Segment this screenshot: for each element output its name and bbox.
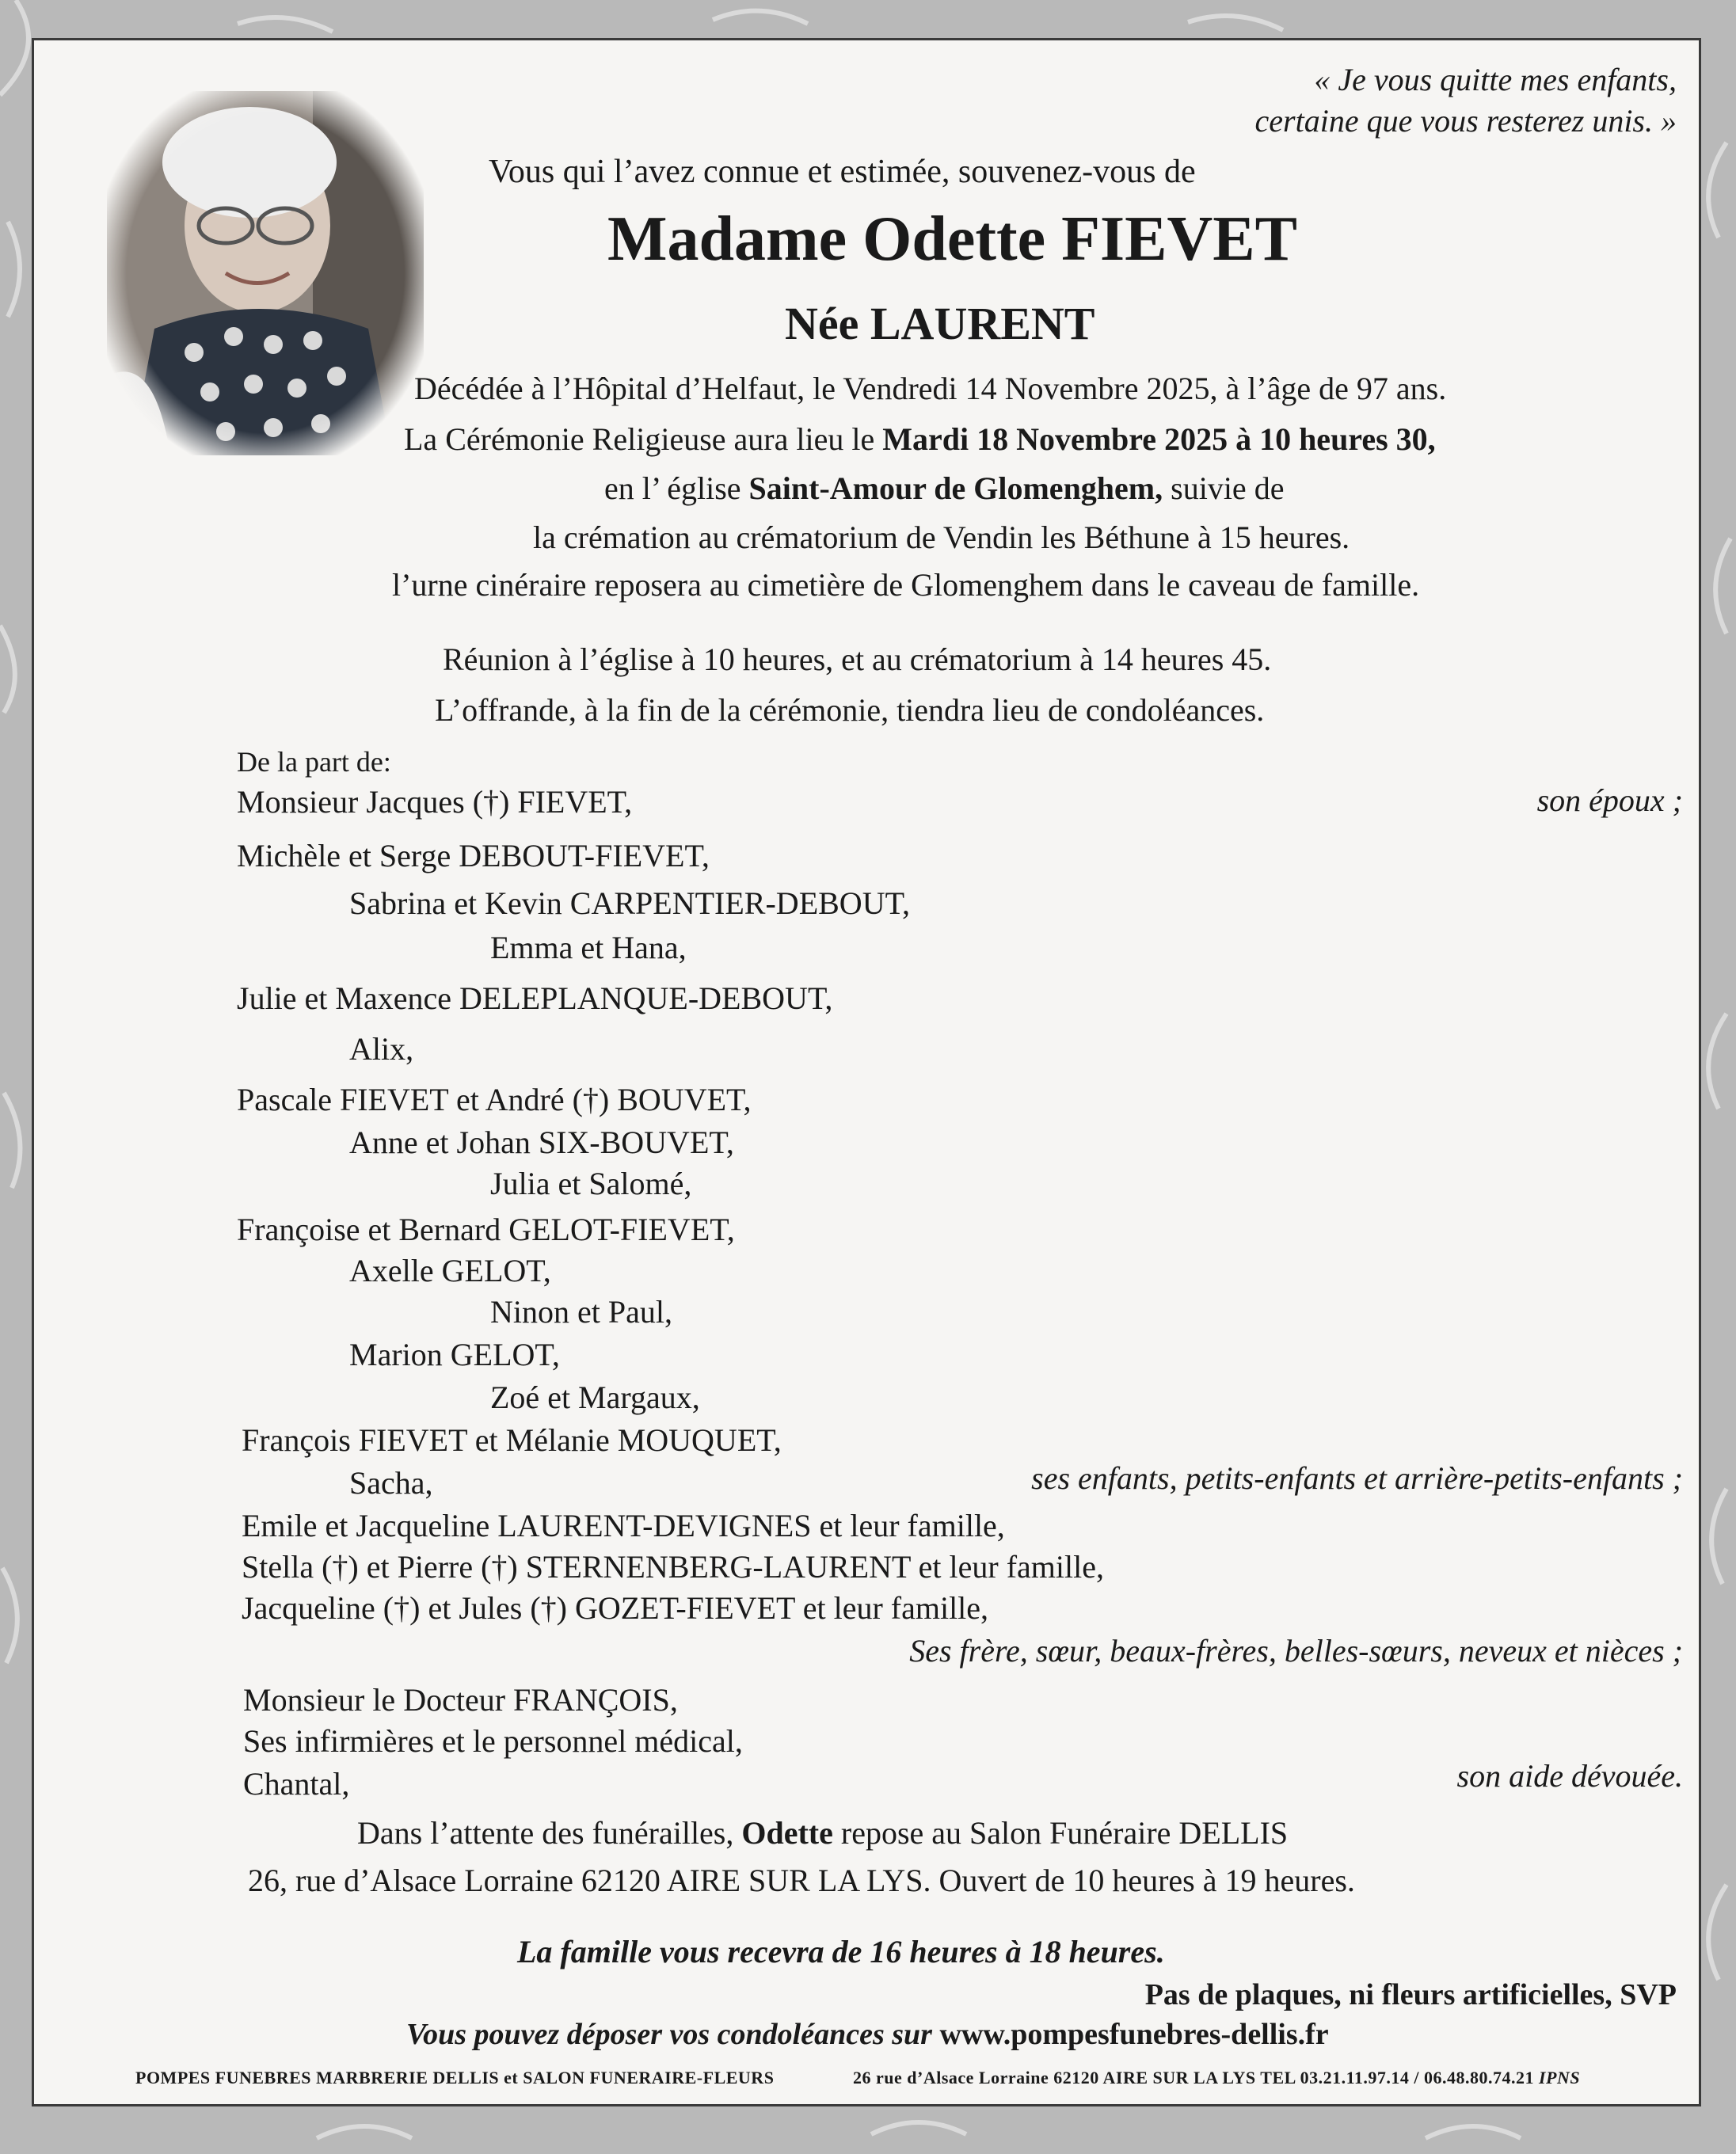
footer-contact-text: 26 rue d’Alsace Lorraine 62120 AIRE SUR LA LYS TEL 03.21.11.97.14 / 06.48.80.74.21 bbox=[853, 2068, 1534, 2087]
church-name: Saint-Amour de Glomenghem, bbox=[748, 470, 1163, 506]
family-line: Marion GELOT, bbox=[349, 1337, 560, 1372]
family-line: Chantal, bbox=[243, 1766, 350, 1802]
family-line: Sabrina et Kevin CARPENTIER-DEBOUT, bbox=[349, 885, 911, 921]
role-aide: son aide dévouée. bbox=[1456, 1758, 1683, 1794]
wake-line bbox=[357, 1814, 1288, 1851]
family-line: Anne et Johan SIX-BOUVET, bbox=[349, 1125, 734, 1160]
quote-line-2: certaine que vous resterez unis. » bbox=[1254, 103, 1677, 139]
quote-line-1: « Je vous quitte mes enfants, bbox=[1314, 62, 1677, 97]
ceremony-line bbox=[404, 421, 1436, 458]
maiden-name: Née LAURENT bbox=[785, 298, 1095, 349]
church-suffix: suivie de bbox=[1163, 470, 1285, 506]
family-line: Ses infirmières et le personnel médical, bbox=[243, 1723, 743, 1759]
family-line: Jacqueline (†) et Jules (†) GOZET-FIEVET et leur famille, bbox=[242, 1590, 989, 1626]
condolences-prefix: Vous pouvez déposer vos condoléances sur bbox=[406, 2018, 940, 2051]
church-line bbox=[604, 470, 1284, 507]
intro-line: Vous qui l’avez connue et estimée, souvenez-vous de bbox=[489, 154, 1196, 190]
portrait-photo bbox=[107, 91, 424, 455]
family-line: Julie et Maxence DELEPLANQUE-DEBOUT, bbox=[237, 980, 833, 1016]
footer-printer: IPNS bbox=[1538, 2068, 1581, 2087]
family-line: Zoé et Margaux, bbox=[490, 1380, 700, 1415]
deceased-name: Madame Odette FIEVET bbox=[607, 204, 1298, 274]
role-spouse: son époux ; bbox=[1536, 782, 1683, 818]
family-line: Emile et Jacqueline LAURENT-DEVIGNES et leur famille, bbox=[242, 1508, 1005, 1543]
wake-address: 26, rue d’Alsace Lorraine 62120 AIRE SUR LA LYS. Ouvert de 10 heures à 19 heures. bbox=[248, 1863, 1355, 1898]
church-prefix: en l’ église bbox=[604, 470, 749, 506]
family-line: Pascale FIEVET et André (†) BOUVET, bbox=[237, 1082, 752, 1117]
family-line: Julia et Salomé, bbox=[490, 1166, 692, 1201]
family-line: Alix, bbox=[349, 1031, 414, 1067]
role-children: ses enfants, petits-enfants et arrière-petits-enfants ; bbox=[1031, 1460, 1683, 1496]
footer-contact bbox=[853, 2068, 1580, 2088]
family-line: Stella (†) et Pierre (†) STERNENBERG-LAURENT et leur famille, bbox=[242, 1549, 1105, 1585]
urn-line: l’urne cinéraire reposera au cimetière de Glomenghem dans le caveau de famille. bbox=[392, 567, 1420, 603]
family-line: Michèle et Serge DEBOUT-FIEVET, bbox=[237, 838, 710, 873]
reception-line: La famille vous recevra de 16 heures à 18 heures. bbox=[517, 1934, 1165, 1969]
family-line: Emma et Hana, bbox=[490, 930, 687, 965]
family-line: Sacha, bbox=[349, 1465, 433, 1501]
family-line: Axelle GELOT, bbox=[349, 1253, 551, 1288]
ceremony-prefix: La Cérémonie Religieuse aura lieu le bbox=[404, 421, 883, 457]
family-line: Monsieur le Docteur FRANÇOIS, bbox=[243, 1682, 678, 1718]
condolences-line bbox=[406, 2017, 1329, 2052]
wake-name: Odette bbox=[741, 1815, 833, 1851]
condolences-website[interactable]: www.pompesfunebres-dellis.fr bbox=[939, 2018, 1329, 2051]
footer-company: POMPES FUNEBRES MARBRERIE DELLIS et SALON FUNERAIRE-FLEURS bbox=[135, 2068, 775, 2087]
meeting-line: Réunion à l’église à 10 heures, et au crématorium à 14 heures 45. bbox=[443, 641, 1272, 677]
family-heading: De la part de: bbox=[237, 746, 391, 778]
offering-line: L’offrande, à la fin de la cérémonie, tiendra lieu de condoléances. bbox=[435, 692, 1265, 728]
obituary-card bbox=[32, 38, 1701, 2106]
family-line: Monsieur Jacques (†) FIEVET, bbox=[237, 784, 633, 820]
death-line: Décédée à l’Hôpital d’Helfaut, le Vendredi 14 Novembre 2025, à l’âge de 97 ans. bbox=[414, 371, 1447, 406]
wake-prefix: Dans l’attente des funérailles, bbox=[357, 1815, 742, 1851]
family-line: Ninon et Paul, bbox=[490, 1294, 672, 1330]
family-line: Françoise et Bernard GELOT-FIEVET, bbox=[237, 1212, 735, 1247]
ceremony-date: Mardi 18 Novembre 2025 à 10 heures 30, bbox=[882, 421, 1436, 457]
wake-suffix: repose au Salon Funéraire DELLIS bbox=[832, 1815, 1289, 1851]
no-plaques-line: Pas de plaques, ni fleurs artificielles, SVP bbox=[1144, 1978, 1677, 2011]
role-siblings: Ses frère, sœur, beaux-frères, belles-sœurs, neveux et nièces ; bbox=[909, 1633, 1683, 1669]
cremation-line: la crémation au crématorium de Vendin les Béthune à 15 heures. bbox=[533, 519, 1350, 555]
portrait-photo-icon bbox=[107, 91, 424, 455]
family-line: François FIEVET et Mélanie MOUQUET, bbox=[242, 1422, 782, 1458]
